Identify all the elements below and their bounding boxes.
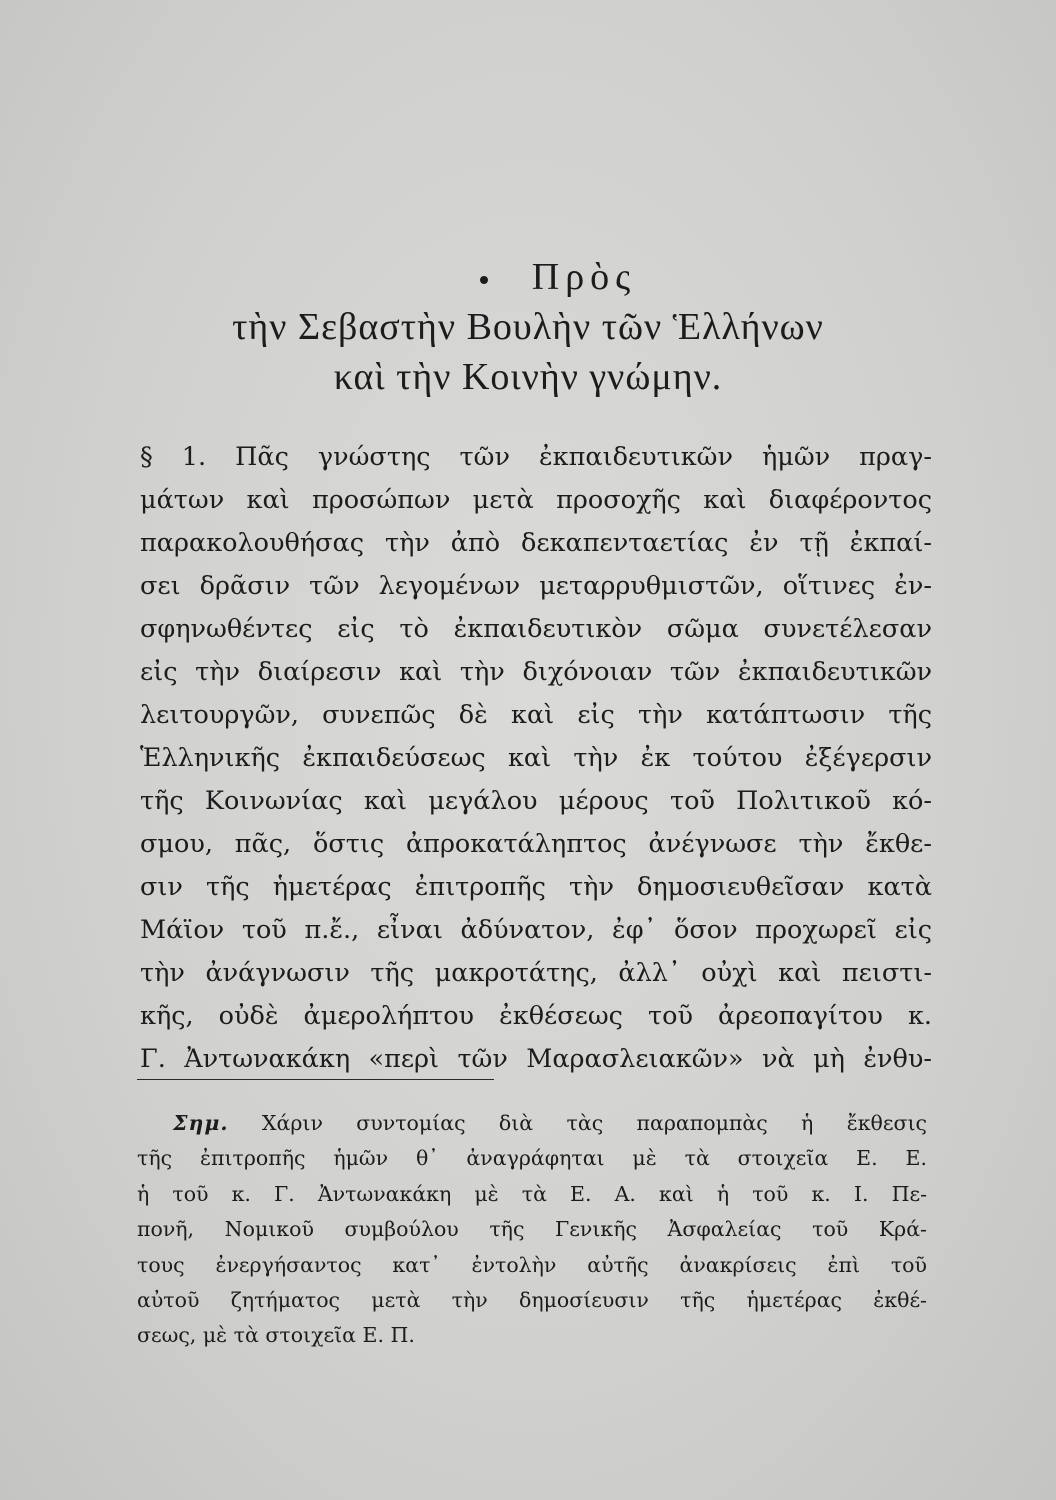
body-line: κῆς, οὐδὲ ἀμερολήπτου ἐκθέσεως τοῦ ἀρεοπαγίτου κ. [140,1001,932,1031]
heading-line-1-text: Πρὸς [531,256,637,298]
body-line: σφηνωθέντες εἰς τὸ ἐκπαιδευτικὸν σῶμα συνετέλεσαν [140,614,932,644]
body-line: Γ. Ἀντωνακάκη «περὶ τῶν Μαρασλειακῶν» νὰ μὴ ἐνθυ- [140,1044,932,1074]
body-line: § 1. Πᾶς γνώστης τῶν ἐκπαιδευτικῶν ἡμῶν πραγ- [140,442,932,472]
body-line: Μάϊον τοῦ π.ἔ., εἶναι ἀδύνατον, ἐφ᾽ ὅσον προχωρεῖ εἰς [140,915,932,945]
heading-line-1 [0,252,1056,302]
body-line: μάτων καὶ προσώπων μετὰ προσοχῆς καὶ διαφέροντος [140,485,932,515]
body-line: τὴν ἀνάγνωσιν τῆς μακροτάτης, ἀλλ᾽ οὐχὶ καὶ πειστι- [140,958,932,988]
heading-line-2: τὴν Σεβαστὴν Βουλὴν τῶν Ἑλλήνων [232,306,824,348]
body-line: εἰς τὴν διαίρεσιν καὶ τὴν διχόνοιαν τῶν ἐκπαιδευτικῶν [140,657,932,687]
heading [0,252,1056,402]
body-line: σιν τῆς ἡμετέρας ἐπιτροπῆς τὴν δημοσιευθεῖσαν κατὰ [140,872,932,902]
footnote-line [137,1106,927,1141]
footnote-abbr: Σημ. [173,1111,229,1135]
body-line: παρακολουθήσας τὴν ἀπὸ δεκαπενταετίας ἐν τῇ ἐκπαί- [140,528,932,558]
footnote-divider [137,1079,494,1080]
footnote-line: τους ἐνεργήσαντος κατ᾽ ἐντολὴν αὐτῆς ἀνακρίσεις ἐπὶ τοῦ [137,1252,927,1277]
bullet-mark [480,276,488,284]
body-line: Ἑλληνικῆς ἐκπαιδεύσεως καὶ τὴν ἐκ τούτου ἐξέγερσιν [140,743,932,773]
footnote-line: τῆς ἐπιτροπῆς ἡμῶν θ᾽ ἀναγράφηται μὲ τὰ στοιχεῖα Ε. Ε. [137,1146,927,1171]
footnote-line: πονῆ, Νομικοῦ συμβούλου τῆς Γενικῆς Ἀσφαλείας τοῦ Κρά- [137,1217,927,1242]
body-paragraph [140,436,932,1081]
footnote-line: ἡ τοῦ κ. Γ. Ἀντωνακάκη μὲ τὰ Ε. Α. καὶ ἡ τοῦ κ. Ι. Πε- [137,1181,927,1206]
body-line: σει δρᾶσιν τῶν λεγομένων μεταρρυθμιστῶν, οἵτινες ἐν- [140,571,932,601]
body-line: λειτουργῶν, συνεπῶς δὲ καὶ εἰς τὴν κατάπτωσιν τῆς [140,700,932,730]
body-line: σμου, πᾶς, ὅστις ἀπροκατάληπτος ἀνέγνωσε τὴν ἔκθε- [140,829,932,859]
footnote [137,1106,927,1354]
footnote-first-text: Χάριν συντομίας διὰ τὰς παραπομπὰς ἡ ἔκθεσις [261,1111,927,1135]
footnote-line: σεως, μὲ τὰ στοιχεῖα Ε. Π. [137,1323,415,1348]
heading-line-3: καὶ τὴν Κοινὴν γνώμην. [333,356,723,398]
body-line: τῆς Κοινωνίας καὶ μεγάλου μέρους τοῦ Πολιτικοῦ κό- [140,786,932,816]
footnote-line: αὐτοῦ ζητήματος μετὰ τὴν δημοσίευσιν τῆς ἡμετέρας ἐκθέ- [137,1287,927,1312]
